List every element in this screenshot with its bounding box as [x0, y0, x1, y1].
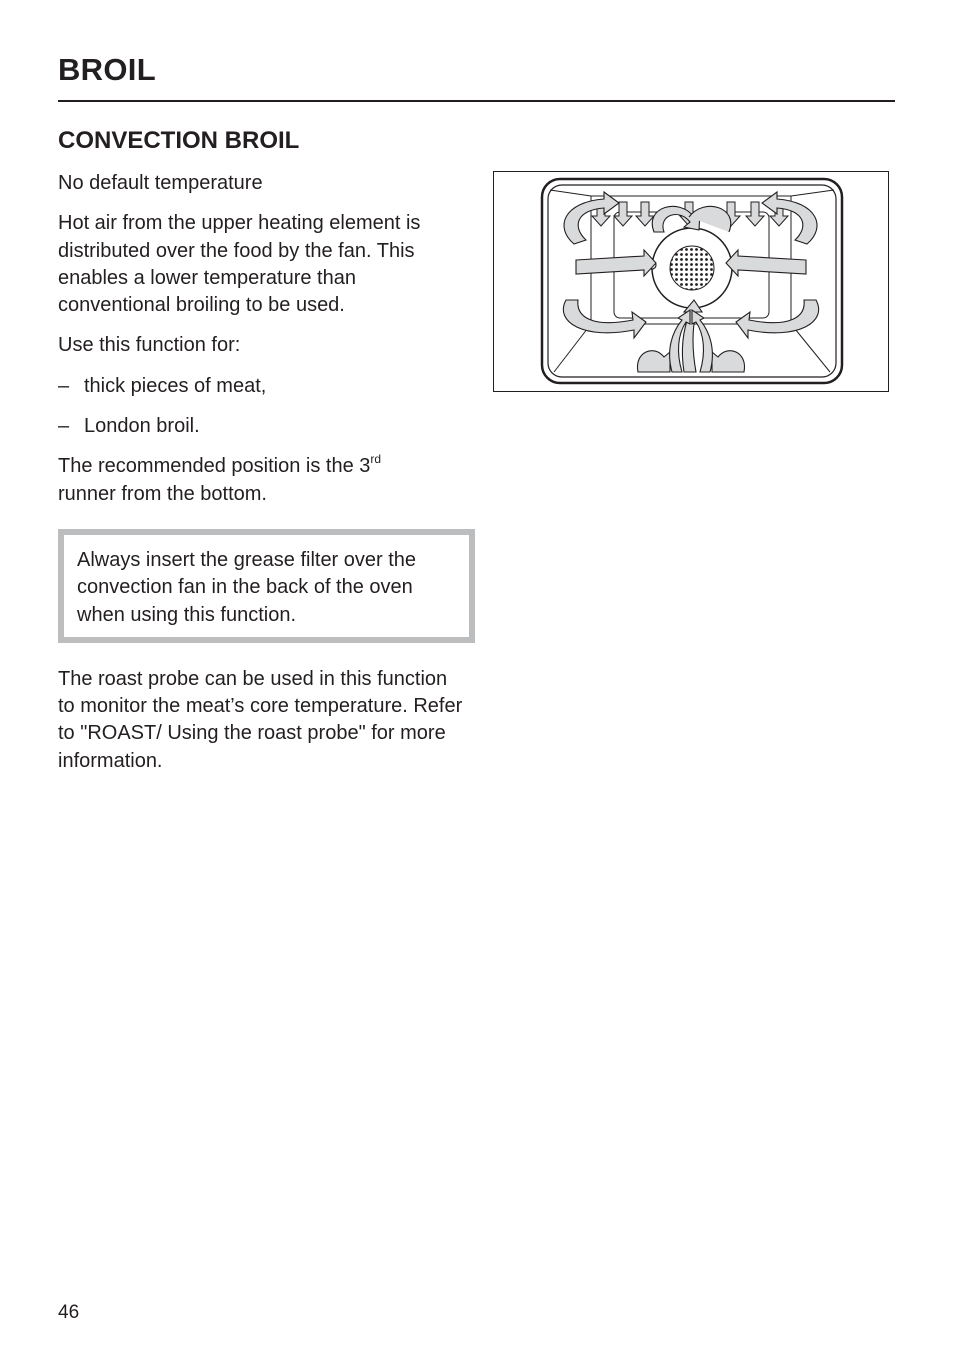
position-paragraph [58, 453, 468, 508]
description-paragraph: Hot air from the upper heating element is distributed over the food by the fan. This enables a lower temperature than conventional broiling to be used. [58, 212, 421, 317]
list-item [58, 413, 468, 440]
roast-probe-paragraph: The roast probe can be used in this function to monitor the meat’s core temperature. Refer to "ROAST/ Using the roast probe" for more information. [58, 667, 463, 772]
list-item-text: London broil. [84, 415, 200, 438]
section-heading: CONVECTION BROIL [58, 127, 300, 154]
convection-broil-illustration [493, 171, 889, 392]
ordinal-suffix: rd [370, 451, 382, 466]
note-text: Always insert the grease filter over the convection fan in the back of the oven when using this function. [77, 548, 417, 626]
list-dash: – [58, 415, 70, 438]
default-temperature-text: No default temperature [58, 172, 263, 194]
title-divider [58, 100, 895, 102]
page-number: 46 [58, 1302, 80, 1323]
note-box [58, 529, 475, 643]
oven-airflow-diagram [494, 172, 887, 390]
position-text: The recommended position is the 3 [58, 455, 371, 478]
position-text-end: runner from the bottom. [58, 482, 267, 505]
fan-grille [670, 246, 714, 290]
list-dash: – [58, 374, 70, 397]
use-intro-text: Use this function for: [58, 334, 241, 357]
list-item-text: thick pieces of meat, [84, 374, 267, 397]
body-text-column [58, 170, 468, 788]
page-title: BROIL [58, 52, 156, 87]
list-item [58, 373, 468, 400]
